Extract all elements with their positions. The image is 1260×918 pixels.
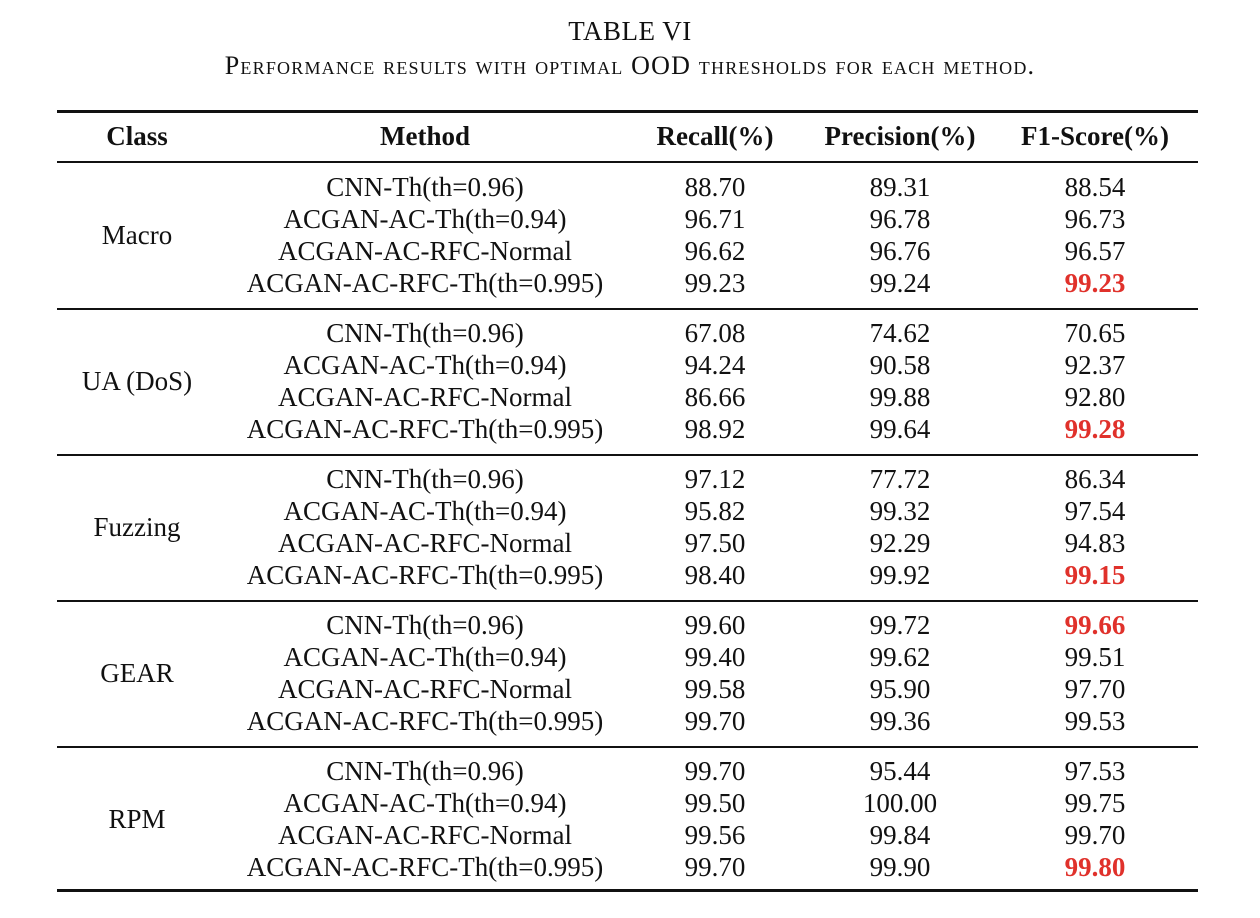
method-cell: ACGAN-AC-Th(th=0.94) xyxy=(283,642,567,672)
precision-cell: 99.64 xyxy=(869,414,931,444)
method-cell: CNN-Th(th=0.96) xyxy=(326,172,524,202)
recall-cell: 99.56 xyxy=(684,820,746,850)
method-cell: ACGAN-AC-Th(th=0.94) xyxy=(283,788,567,818)
header-precision: Precision(%) xyxy=(824,121,976,151)
precision-cell: 77.72 xyxy=(869,464,931,494)
table-number: TABLE VI xyxy=(568,16,692,46)
recall-cell: 95.82 xyxy=(684,496,746,526)
f1-cell: 99.70 xyxy=(1064,820,1126,850)
recall-cell: 99.60 xyxy=(684,610,746,640)
f1-cell: 99.23 xyxy=(1064,268,1126,298)
precision-cell: 89.31 xyxy=(869,172,931,202)
f1-cell: 88.54 xyxy=(1064,172,1126,202)
header-rule xyxy=(57,161,1198,163)
class-label: RPM xyxy=(108,804,166,834)
header-class: Class xyxy=(106,121,168,151)
precision-cell: 99.90 xyxy=(869,852,931,882)
method-cell: ACGAN-AC-RFC-Th(th=0.995) xyxy=(246,706,604,736)
precision-cell: 95.90 xyxy=(869,674,931,704)
method-cell: CNN-Th(th=0.96) xyxy=(326,318,524,348)
group-separator-rule xyxy=(57,746,1198,748)
recall-cell: 99.70 xyxy=(684,852,746,882)
recall-cell: 88.70 xyxy=(684,172,746,202)
group-separator-rule xyxy=(57,454,1198,456)
f1-cell: 86.34 xyxy=(1064,464,1126,494)
precision-cell: 96.76 xyxy=(869,236,931,266)
method-cell: ACGAN-AC-RFC-Normal xyxy=(278,528,572,558)
method-cell: ACGAN-AC-RFC-Th(th=0.995) xyxy=(246,852,604,882)
f1-cell: 97.70 xyxy=(1064,674,1126,704)
f1-cell: 99.15 xyxy=(1064,560,1126,590)
precision-cell: 99.72 xyxy=(869,610,931,640)
bottom-rule xyxy=(57,889,1198,892)
precision-cell: 99.84 xyxy=(869,820,931,850)
recall-cell: 99.58 xyxy=(684,674,746,704)
precision-cell: 100.00 xyxy=(862,788,938,818)
group-separator-rule xyxy=(57,308,1198,310)
precision-cell: 99.36 xyxy=(869,706,931,736)
precision-cell: 99.88 xyxy=(869,382,931,412)
f1-cell: 99.51 xyxy=(1064,642,1126,672)
f1-cell: 99.28 xyxy=(1064,414,1126,444)
recall-cell: 99.70 xyxy=(684,706,746,736)
method-cell: ACGAN-AC-RFC-Normal xyxy=(278,382,572,412)
f1-cell: 92.37 xyxy=(1064,350,1126,380)
f1-cell: 70.65 xyxy=(1064,318,1126,348)
method-cell: ACGAN-AC-Th(th=0.94) xyxy=(283,496,567,526)
recall-cell: 96.71 xyxy=(684,204,746,234)
recall-cell: 97.12 xyxy=(684,464,746,494)
class-label: GEAR xyxy=(100,658,174,688)
recall-cell: 99.70 xyxy=(684,756,746,786)
recall-cell: 96.62 xyxy=(684,236,746,266)
top-rule xyxy=(57,110,1198,113)
method-cell: ACGAN-AC-RFC-Normal xyxy=(278,236,572,266)
f1-cell: 97.54 xyxy=(1064,496,1126,526)
f1-cell: 97.53 xyxy=(1064,756,1126,786)
method-cell: ACGAN-AC-RFC-Th(th=0.995) xyxy=(246,414,604,444)
class-label: UA (DoS) xyxy=(81,366,193,396)
method-cell: CNN-Th(th=0.96) xyxy=(326,756,524,786)
group-separator-rule xyxy=(57,600,1198,602)
method-cell: ACGAN-AC-RFC-Th(th=0.995) xyxy=(246,268,604,298)
recall-cell: 99.40 xyxy=(684,642,746,672)
f1-cell: 92.80 xyxy=(1064,382,1126,412)
recall-cell: 99.23 xyxy=(684,268,746,298)
f1-cell: 94.83 xyxy=(1064,528,1126,558)
recall-cell: 99.50 xyxy=(684,788,746,818)
precision-cell: 95.44 xyxy=(869,756,931,786)
method-cell: ACGAN-AC-RFC-Normal xyxy=(278,674,572,704)
recall-cell: 98.40 xyxy=(684,560,746,590)
class-label: Macro xyxy=(101,220,173,250)
header-method: Method xyxy=(380,121,470,151)
method-cell: CNN-Th(th=0.96) xyxy=(326,464,524,494)
precision-cell: 96.78 xyxy=(869,204,931,234)
recall-cell: 67.08 xyxy=(684,318,746,348)
precision-cell: 99.32 xyxy=(869,496,931,526)
method-cell: ACGAN-AC-Th(th=0.94) xyxy=(283,350,567,380)
f1-cell: 96.73 xyxy=(1064,204,1126,234)
method-cell: ACGAN-AC-Th(th=0.94) xyxy=(283,204,567,234)
precision-cell: 92.29 xyxy=(869,528,931,558)
class-label: Fuzzing xyxy=(93,512,181,542)
f1-cell: 99.75 xyxy=(1064,788,1126,818)
method-cell: CNN-Th(th=0.96) xyxy=(326,610,524,640)
precision-cell: 99.92 xyxy=(869,560,931,590)
method-cell: ACGAN-AC-RFC-Th(th=0.995) xyxy=(246,560,604,590)
recall-cell: 98.92 xyxy=(684,414,746,444)
f1-cell: 99.53 xyxy=(1064,706,1126,736)
precision-cell: 74.62 xyxy=(869,318,931,348)
recall-cell: 97.50 xyxy=(684,528,746,558)
precision-cell: 90.58 xyxy=(869,350,931,380)
table-caption: Performance results with optimal OOD thresholds for each method. xyxy=(224,51,1036,80)
precision-cell: 99.62 xyxy=(869,642,931,672)
header-recall: Recall(%) xyxy=(656,121,774,151)
recall-cell: 94.24 xyxy=(684,350,746,380)
f1-cell: 96.57 xyxy=(1064,236,1126,266)
recall-cell: 86.66 xyxy=(684,382,746,412)
f1-cell: 99.80 xyxy=(1064,852,1126,882)
method-cell: ACGAN-AC-RFC-Normal xyxy=(278,820,572,850)
f1-cell: 99.66 xyxy=(1064,610,1126,640)
header-f1: F1-Score(%) xyxy=(1021,121,1169,151)
precision-cell: 99.24 xyxy=(869,268,931,298)
